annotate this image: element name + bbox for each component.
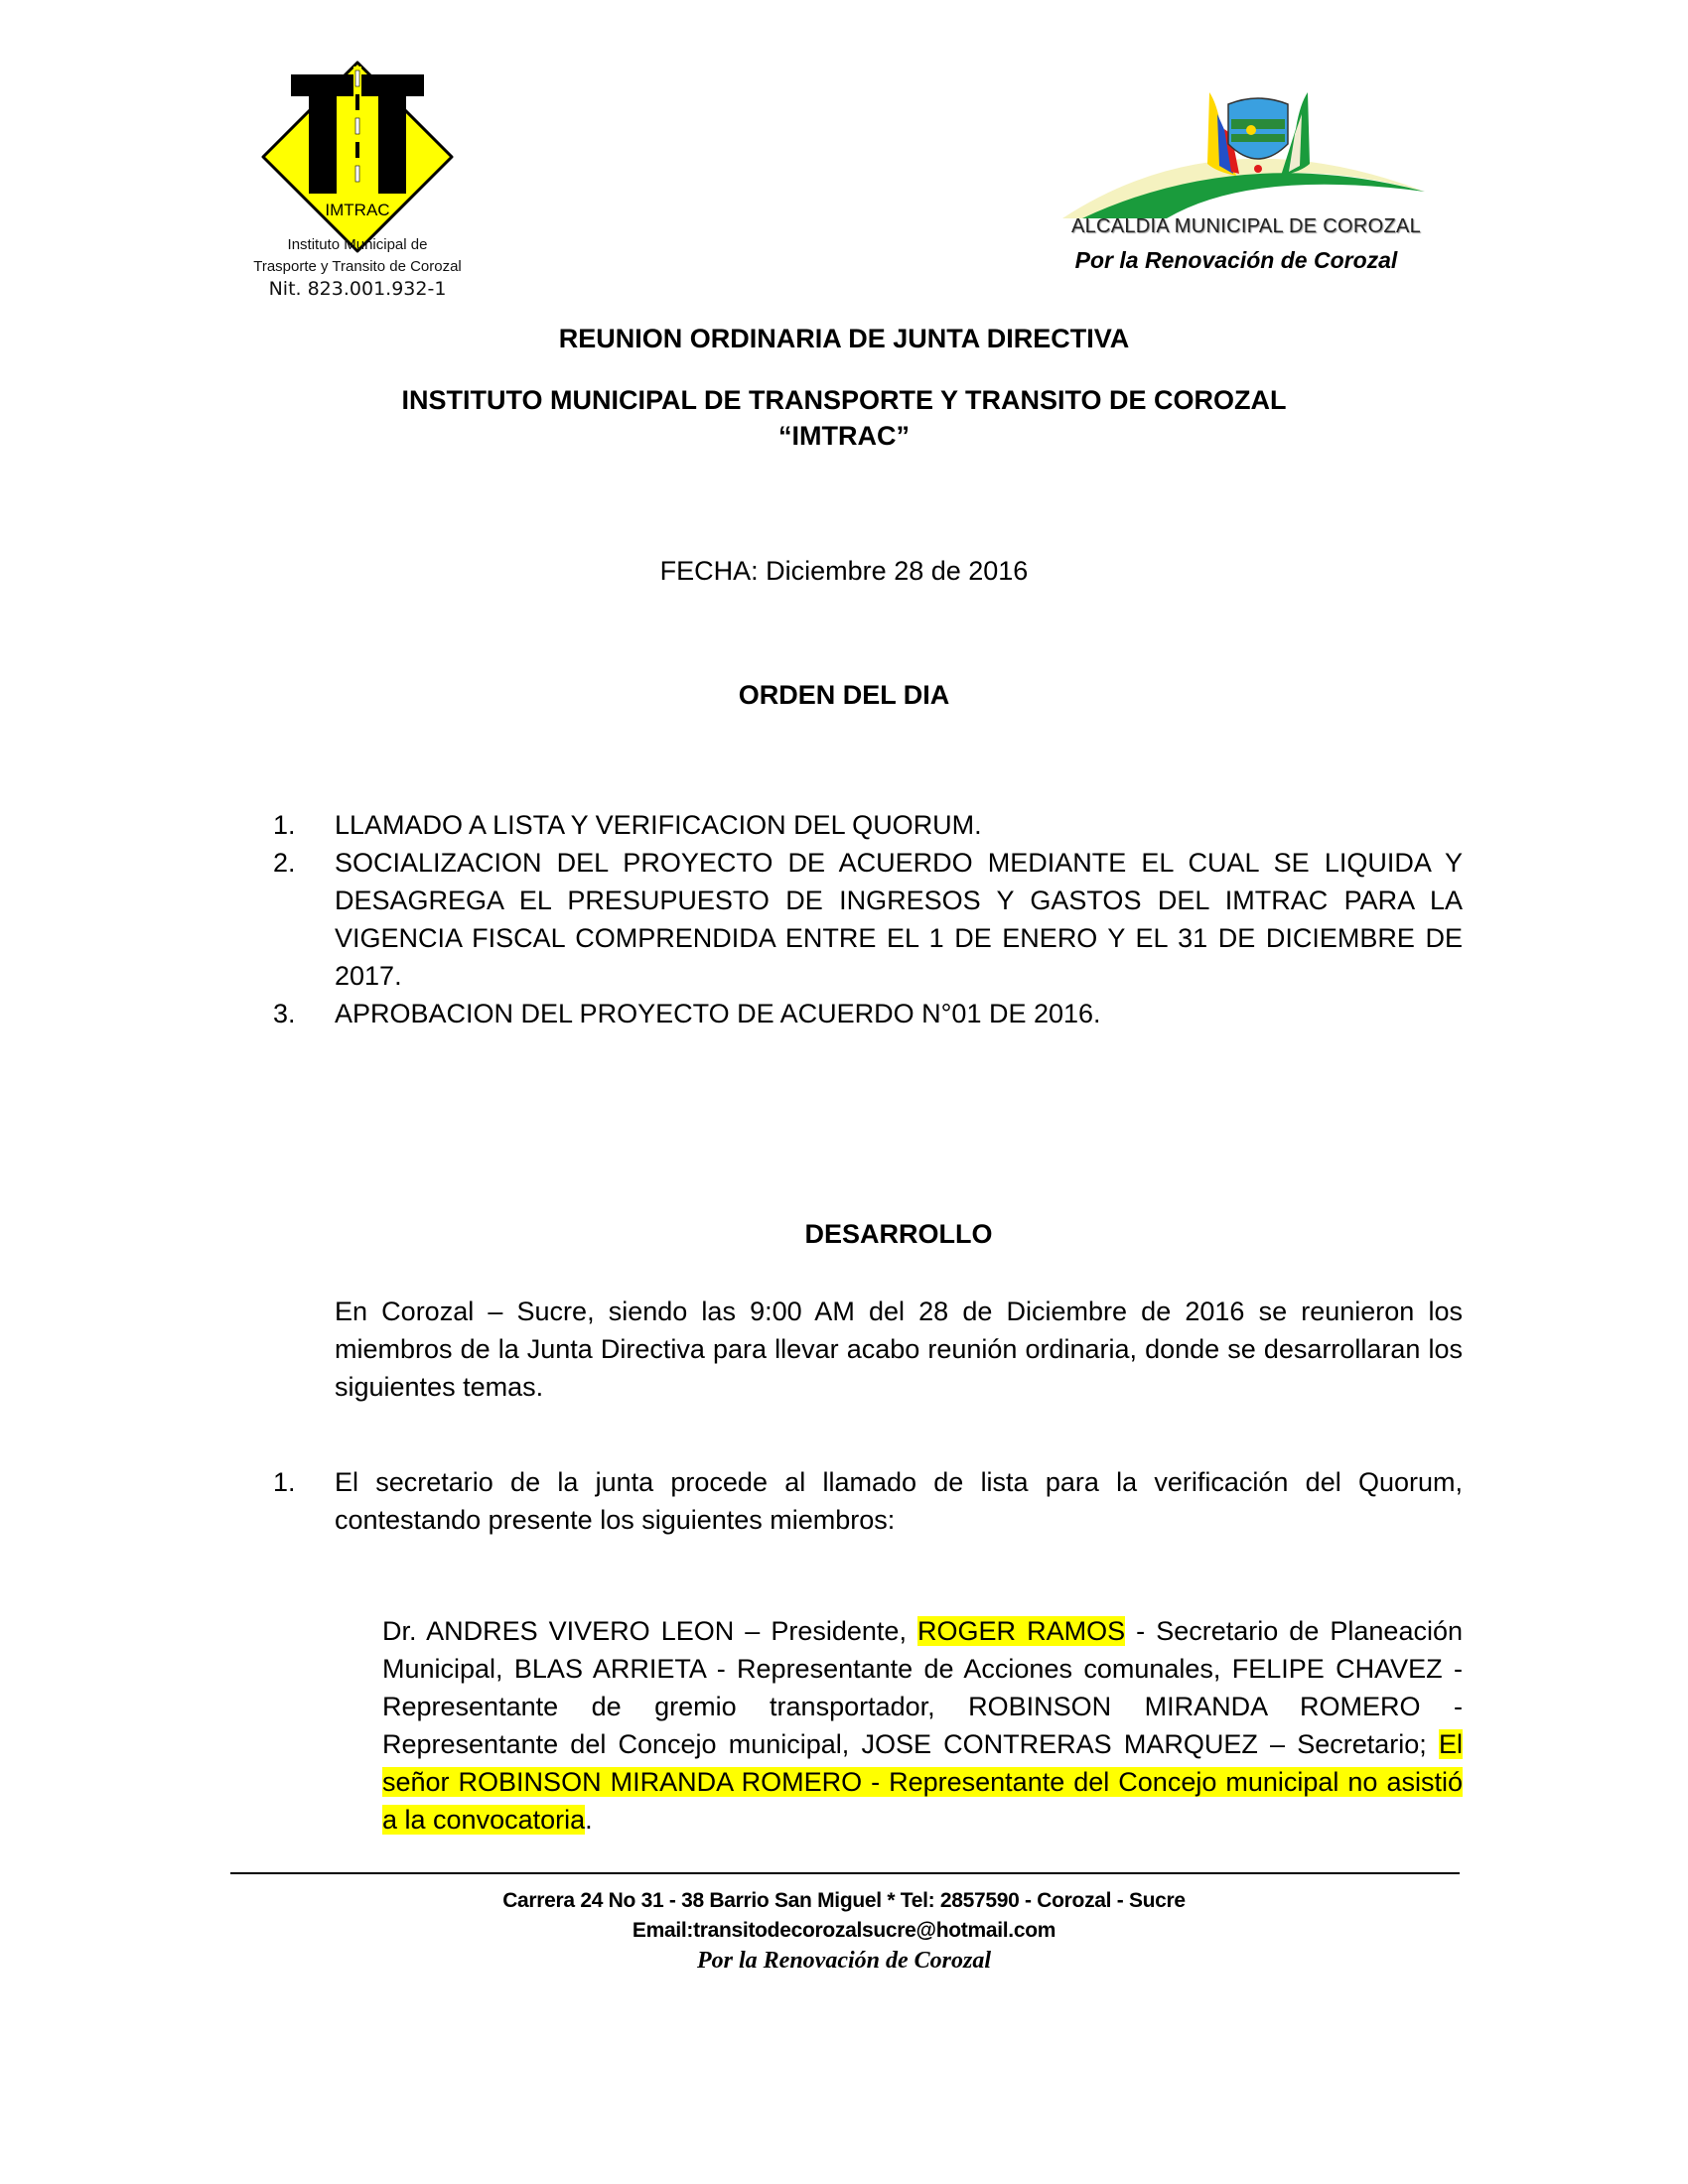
alcaldia-name: ALCALDIA MUNICIPAL DE COROZAL [1070, 215, 1422, 237]
development-heading: DESARROLLO [804, 1219, 993, 1249]
members-text: Dr. ANDRES VIVERO LEON – Presidente, [382, 1616, 918, 1646]
intro-paragraph: En Corozal – Sucre, siendo las 9:00 AM del 28 de Diciembre de 2016 se reunieron los miembros de la Junta Directiva para llevar acabo reunión ordinaria, donde se desarrollaran los siguientes temas. [335, 1297, 1463, 1402]
alcaldia-logo [1023, 74, 1460, 293]
footer-divider [230, 1872, 1460, 1874]
alcaldia-slogan: Por la Renovación de Corozal [1074, 247, 1398, 273]
footer-slogan: Por la Renovación de Corozal [696, 1948, 991, 1974]
footer-address: Carrera 24 No 31 - 38 Barrio San Miguel * Tel: 2857590 - Corozal - Sucre [502, 1889, 1186, 1912]
agenda-item-text: APROBACION DEL PROYECTO DE ACUERDO N°01 DE 2016. [335, 999, 1101, 1028]
meeting-date: FECHA: Diciembre 28 de 2016 [659, 556, 1029, 586]
members-text: . [585, 1805, 593, 1835]
agenda-item [273, 995, 1463, 1032]
agenda-item-text: SOCIALIZACION DEL PROYECTO DE ACUERDO MEDIANTE EL CUAL SE LIQUIDA Y DESAGREGA EL PRESUPUESTO DE INGRESOS Y GASTOS DEL IMTRAC PARA LA VIGENCIA FISCAL COMPRENDIDA ENTRE EL 1 DE ENERO Y EL 31 DE DICIEMBRE DE 2017. [335, 848, 1463, 991]
development-list [273, 1463, 1463, 1539]
members-paragraph [382, 1612, 1463, 1839]
highlighted-absence-note: El señor ROBINSON MIRANDA ROMERO - Representante del Concejo municipal no asistió a la convocatoria [382, 1729, 1463, 1835]
agenda-item-text: LLAMADO A LISTA Y VERIFICACION DEL QUORUM. [335, 810, 982, 840]
imtrac-logo-text: IMTRAC [325, 201, 390, 219]
agenda-list [273, 806, 1463, 1032]
agenda-heading: ORDEN DEL DIA [738, 680, 950, 710]
development-item-number: 1. [273, 1467, 296, 1497]
imtrac-nit: Nit. 823.001.932-1 [268, 278, 447, 300]
document-title: REUNION ORDINARIA DE JUNTA DIRECTIVA [558, 324, 1130, 353]
agenda-item-number: 2. [273, 848, 296, 878]
imtrac-sign-icon [253, 55, 462, 253]
development-item [273, 1463, 1463, 1539]
imtrac-caption-line1: Instituto Municipal de [287, 236, 428, 253]
imtrac-caption-line2: Trasporte y Transito de Corozal [253, 258, 462, 275]
coat-of-arms-icon [1023, 74, 1460, 223]
agenda-item [273, 844, 1463, 995]
agenda-item [273, 806, 1463, 844]
members-text: - Secretario de Planeación Municipal, BLAS ARRIETA - Representante de Acciones comunales, FELIPE CHAVEZ - Representante de gremio transportador, ROBINSON MIRANDA ROMERO - Representante del Concejo municipal, JOSE CONTRERAS MARQUEZ – Secretario; [382, 1616, 1463, 1759]
institution-name: INSTITUTO MUNICIPAL DE TRANSPORTE Y TRANSITO DE COROZAL [401, 385, 1287, 415]
institution-acronym: “IMTRAC” [778, 421, 910, 451]
development-item-text: El secretario de la junta procede al llamado de lista para la verificación del Quorum, contestando presente los siguientes miembros: [335, 1467, 1463, 1535]
footer-email: Email:transitodecorozalsucre@hotmail.com [632, 1919, 1056, 1942]
highlighted-member: ROGER RAMOS [917, 1616, 1126, 1646]
agenda-item-number: 3. [273, 999, 296, 1028]
agenda-item-number: 1. [273, 810, 296, 840]
imtrac-logo [228, 40, 487, 318]
